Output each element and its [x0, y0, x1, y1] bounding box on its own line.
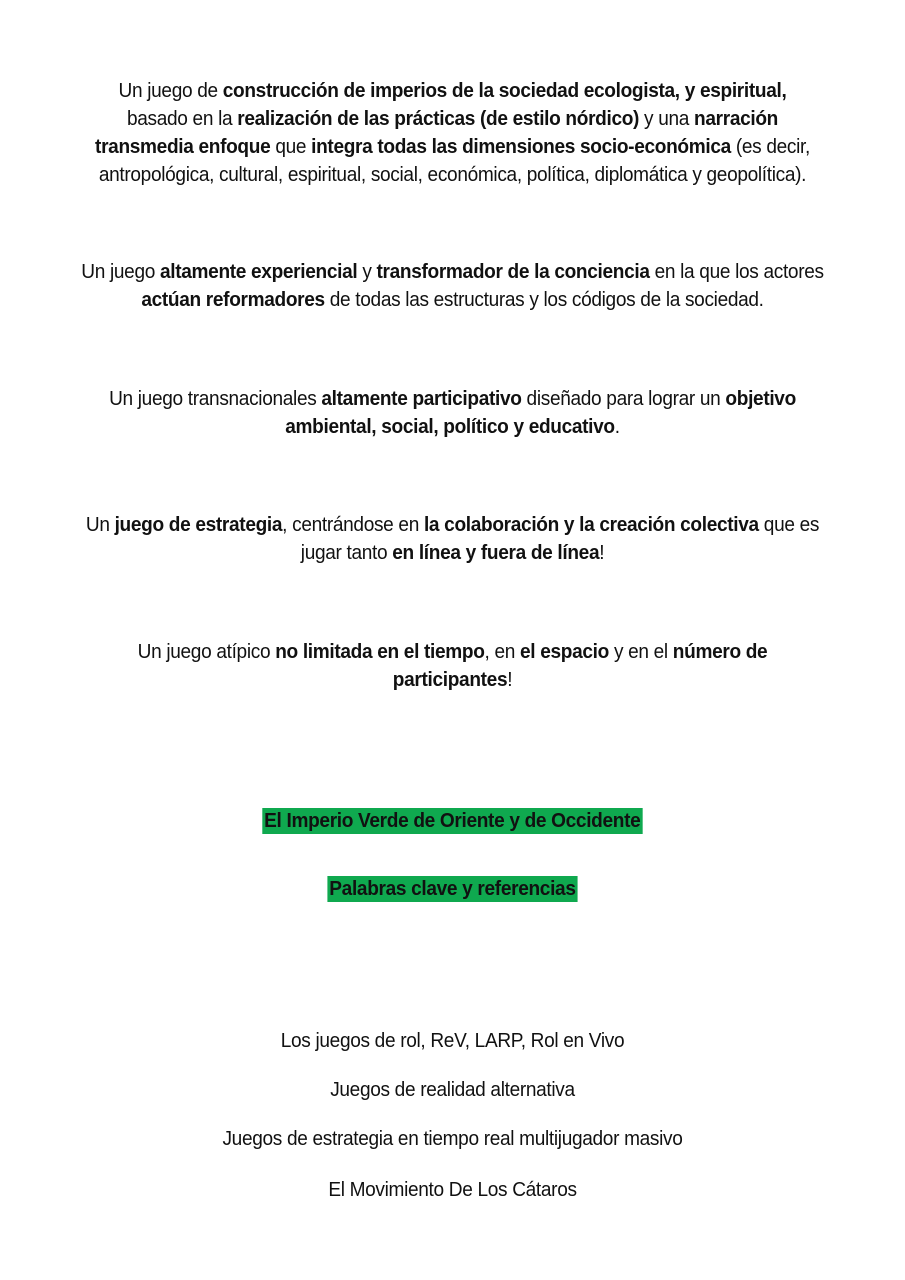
text-run-bold: altamente experiencial	[159, 259, 358, 283]
keyword-item: El Movimiento De Los Cátaros	[328, 1178, 577, 1201]
text-run-bold: integra todas las dimensiones socio-económica	[311, 134, 731, 158]
text-run: que es jugar tanto	[300, 512, 820, 564]
intro-paragraph-strategy	[78, 511, 827, 567]
text-run: Un	[85, 512, 115, 536]
keyword-item: Juegos de realidad alternativa	[330, 1078, 575, 1101]
text-run-bold: no limitada en el tiempo	[275, 639, 485, 663]
text-run: y una	[639, 106, 695, 130]
text-run-bold: objetivo ambiental, social, político y educativo	[285, 386, 796, 438]
text-run: de todas las estructuras y los códigos de la sociedad.	[324, 287, 764, 311]
text-run-bold: la colaboración y la creación colectiva	[423, 512, 759, 536]
text-run: basado en la	[126, 106, 238, 130]
subtitle-wrapper	[0, 876, 905, 902]
text-run-bold: transformador de la conciencia	[376, 259, 650, 283]
text-run: Un juego atípico	[137, 639, 276, 663]
text-run: y en el	[608, 639, 673, 663]
text-run: diseñado para lograr un	[521, 386, 726, 410]
text-run: que	[270, 134, 312, 158]
keyword-item: Juegos de estrategia en tiempo real multijugador masivo	[222, 1127, 683, 1150]
intro-paragraph-atypical	[78, 638, 827, 694]
text-run: Un juego	[81, 259, 160, 283]
text-run-bold: realización de las prácticas (de estilo nórdico)	[237, 106, 640, 130]
text-run: !	[507, 667, 513, 691]
text-run-bold: juego de estrategia	[114, 512, 283, 536]
text-run-bold: número de participantes	[392, 639, 768, 691]
highlighted-title: El Imperio Verde de Oriente y de Occidente	[264, 809, 641, 832]
text-run: Un juego transnacionales	[109, 386, 322, 410]
text-run-bold: narración transmedia enfoque	[95, 106, 778, 158]
highlighted-subtitle: Palabras clave y referencias	[329, 877, 576, 900]
intro-paragraph-participative	[78, 385, 827, 441]
keyword-item: Los juegos de rol, ReV, LARP, Rol en Vivo	[280, 1029, 625, 1052]
text-run-bold: actúan reformadores	[141, 287, 325, 311]
intro-paragraph-empire-building	[78, 77, 827, 189]
text-run: , centrándose en	[282, 512, 424, 536]
text-run-bold: el espacio	[520, 639, 609, 663]
intro-paragraph-experiential	[78, 258, 827, 314]
text-run-bold: construcción de imperios de la sociedad ecologista, y espiritual,	[222, 78, 787, 102]
text-run: y	[357, 259, 377, 283]
title-wrapper	[0, 808, 905, 834]
text-run: !	[599, 540, 605, 564]
text-run: Un juego de	[118, 78, 223, 102]
text-run-bold: en línea y fuera de línea	[392, 540, 600, 564]
text-run: (es decir, antropológica, cultural, espiritual, social, económica, política, diplomática y geopolítica).	[98, 134, 810, 186]
text-run-bold: altamente participativo	[321, 386, 522, 410]
text-run: .	[614, 414, 620, 438]
text-run: , en	[484, 639, 521, 663]
text-run: en la que los actores	[649, 259, 824, 283]
